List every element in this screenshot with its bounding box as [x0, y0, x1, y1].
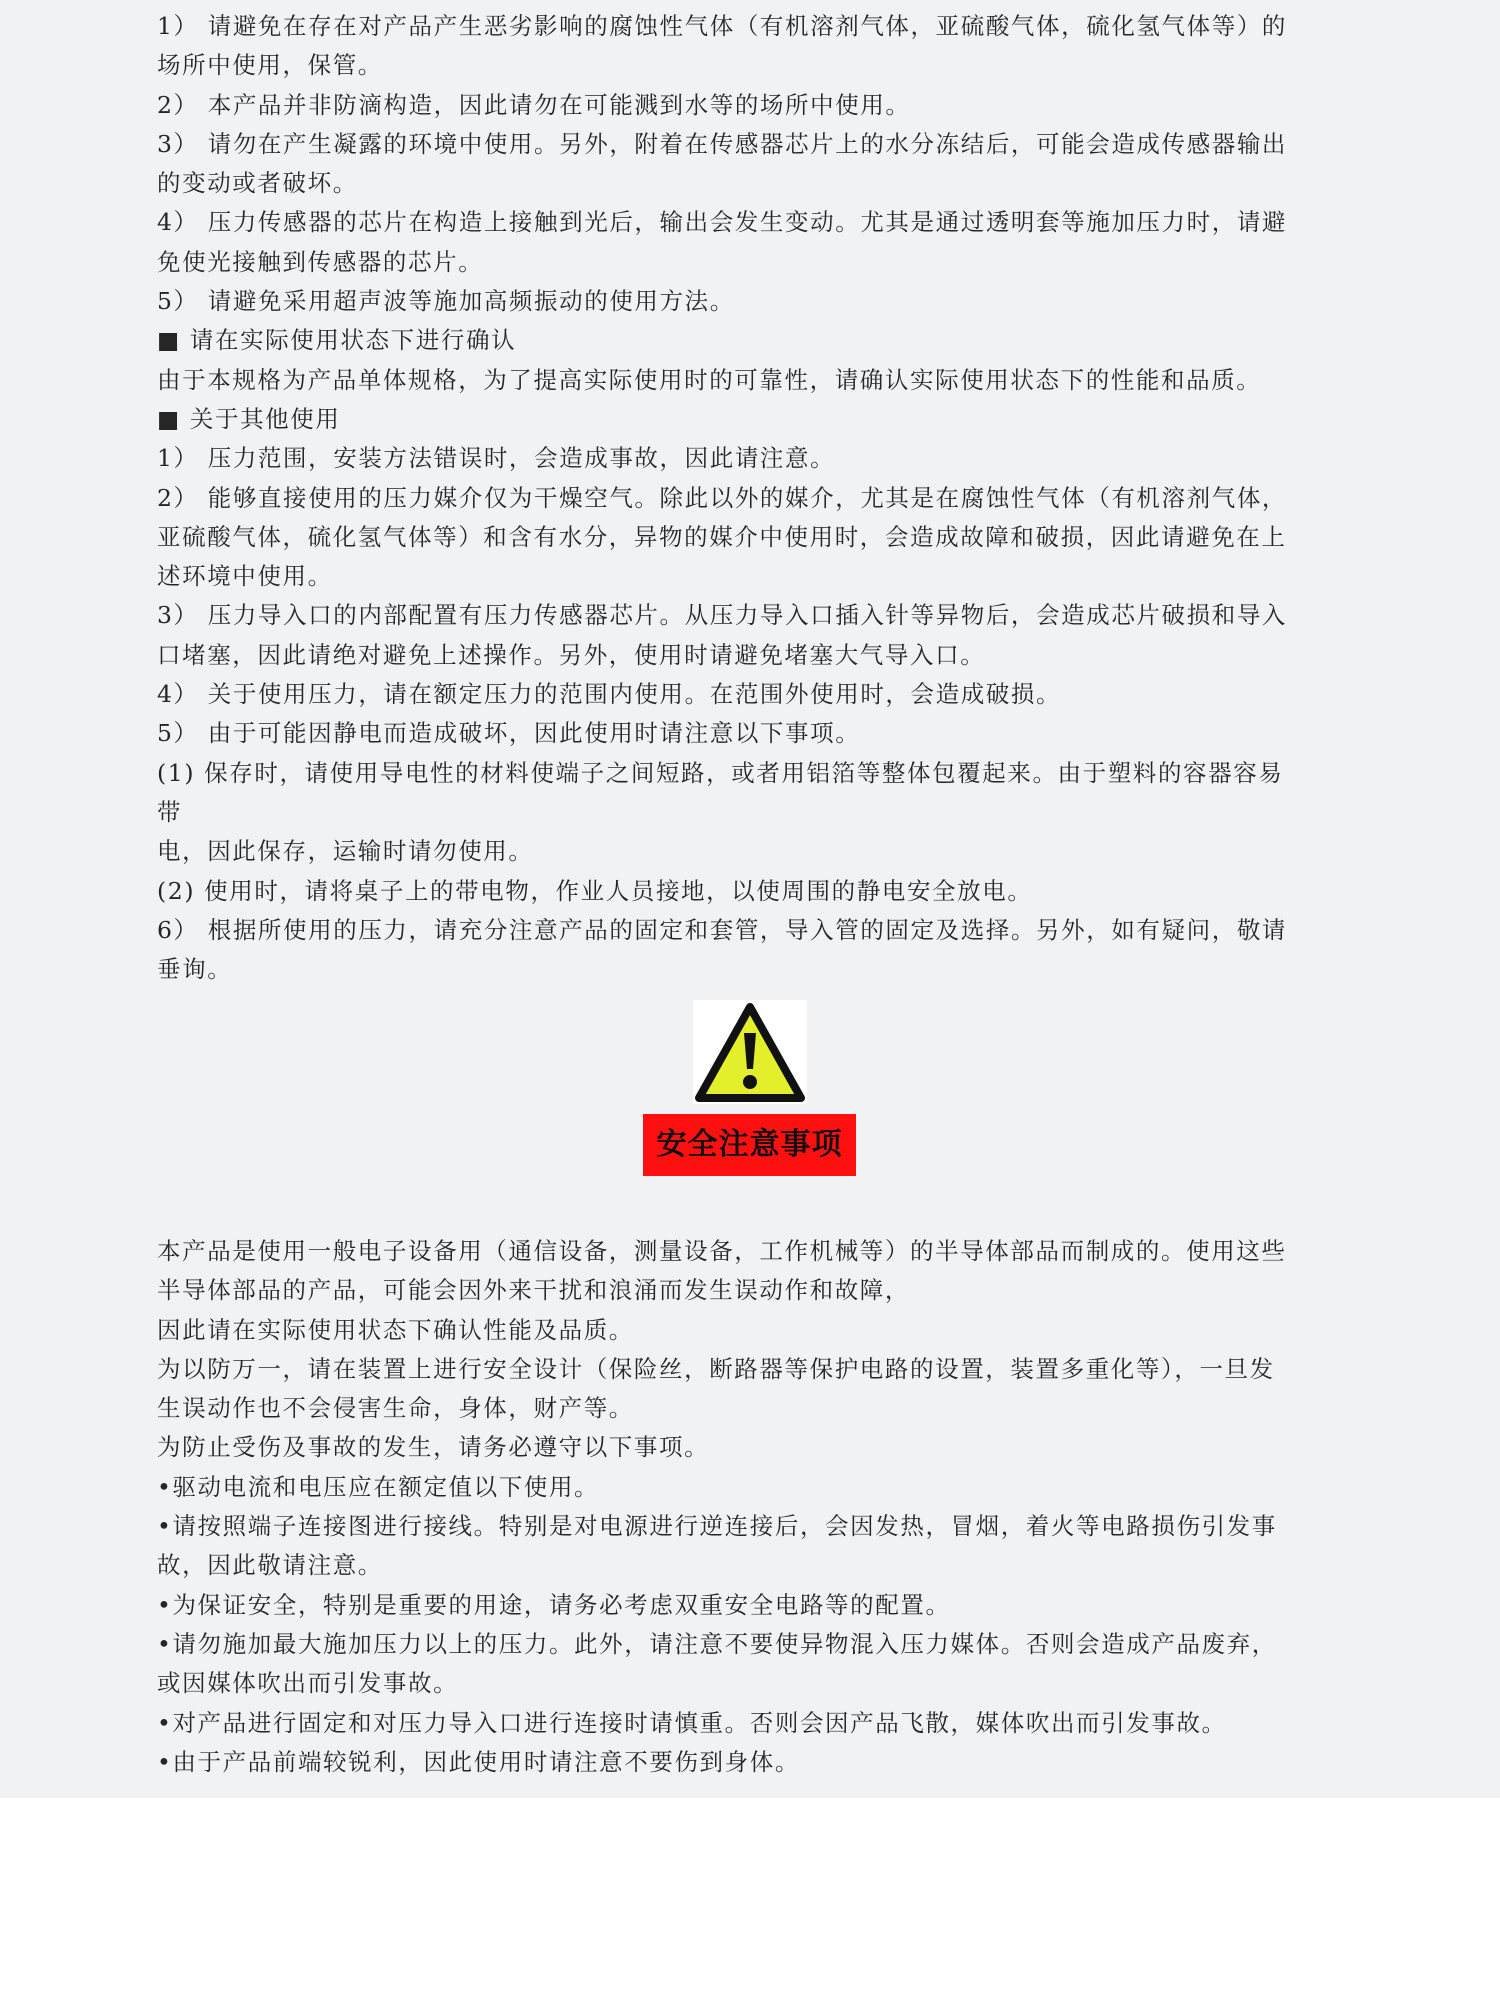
text-line: 因此请在实际使用状态下确认性能及品质。 — [157, 1315, 634, 1344]
text-line: 2） 本产品并非防滴构造，因此请勿在可能溅到水等的场所中使用。 — [157, 90, 911, 119]
text-line: 3） 请勿在产生凝露的环境中使用。另外，附着在传感器芯片上的水分冻结后，可能会造成传感器输出 — [157, 129, 1288, 158]
text-line: 述环境中使用。 — [157, 562, 333, 591]
text-line: •为保证安全，特别是重要的用途，请务必考虑双重安全电路等的配置。 — [157, 1590, 951, 1619]
text-line: 垂询。 — [157, 955, 233, 984]
text-line: 电，因此保存，运输时请勿使用。 — [157, 837, 534, 866]
text-line: 半导体部品的产品，可能会因外来干扰和浪涌而发生误动作和故障， — [157, 1276, 910, 1305]
text-line: 亚硫酸气体，硫化氢气体等）和含有水分，异物的媒介中使用时，会造成故障和破损，因此请避免在上 — [157, 522, 1287, 551]
text-line: 免使光接触到传感器的芯片。 — [157, 247, 484, 276]
text-line: (2) 使用时，请将桌子上的带电物，作业人员接地，以使周围的静电安全放电。 — [157, 876, 1033, 905]
text-line: 由于本规格为产品单体规格，为了提高实际使用时的可靠性，请确认实际使用状态下的性能和品质。 — [157, 365, 1262, 394]
text-line: ■ 请在实际使用状态下进行确认 — [157, 326, 517, 355]
text-line: 或因媒体吹出而引发事故。 — [157, 1669, 459, 1698]
warning-triangle-graphic — [693, 1000, 807, 1104]
text-line: 场所中使用，保管。 — [157, 51, 383, 80]
text-line: •驱动电流和电压应在额定值以下使用。 — [157, 1472, 600, 1501]
text-line: •由于产品前端较锐利，因此使用时请注意不要伤到身体。 — [157, 1747, 800, 1776]
text-line: •请按照端子连接图进行接线。特别是对电源进行逆连接后，会因发热，冒烟，着火等电路损伤引发事 — [157, 1512, 1277, 1541]
text-line: 本产品是使用一般电子设备用（通信设备，测量设备，工作机械等）的半导体部品而制成的。使用这些 — [157, 1237, 1287, 1265]
text-line: 故，因此敬请注意。 — [157, 1551, 383, 1580]
text-line: 4） 压力传感器的芯片在构造上接触到光后，输出会发生变动。尤其是通过透明套等施加压力时，请避 — [157, 208, 1288, 237]
usage-precautions-text — [157, 7, 1347, 989]
text-line: 5） 由于可能因静电而造成破坏，因此使用时请注意以下事项。 — [157, 719, 861, 748]
safety-notice-banner: 安全注意事项 — [643, 1114, 856, 1176]
warning-triangle-icon — [693, 1000, 807, 1104]
text-line: 的变动或者破坏。 — [157, 169, 358, 198]
text-line: 4） 关于使用压力，请在额定压力的范围内使用。在范围外使用时，会造成破损。 — [157, 680, 1062, 709]
text-line: 2） 能够直接使用的压力媒介仅为干燥空气。除此以外的媒介，尤其是在腐蚀性气体（有机溶剂气体， — [157, 483, 1288, 512]
text-line: •对产品进行固定和对压力导入口进行连接时请慎重。否则会因产品飞散，媒体吹出而引发事故。 — [157, 1708, 1227, 1737]
text-line: 5） 请避免采用超声波等施加高频振动的使用方法。 — [157, 287, 735, 316]
text-line: 带 — [157, 797, 183, 826]
text-line: 1） 请避免在存在对产品产生恶劣影响的腐蚀性气体（有机溶剂气体，亚硫酸气体，硫化氢气体等）的 — [157, 12, 1288, 40]
text-line: •请勿施加最大施加压力以上的压力。此外，请注意不要使异物混入压力媒体。否则会造成产品废弃， — [157, 1629, 1277, 1658]
text-line: (1) 保存时，请使用导电性的材料使端子之间短路，或者用铝箔等整体包覆起来。由于塑料的容器容易 — [157, 758, 1284, 787]
text-line: 生误动作也不会侵害生命，身体，财产等。 — [157, 1394, 634, 1423]
text-line: 口堵塞，因此请绝对避免上述操作。另外，使用时请避免堵塞大气导入口。 — [157, 640, 986, 669]
text-line: 为以防万一，请在装置上进行安全设计（保险丝，断路器等保护电路的设置，装置多重化等），一旦发 — [157, 1354, 1275, 1383]
text-line: 6） 根据所使用的压力，请充分注意产品的固定和套管，导入管的固定及选择。另外，如有疑问，敬请 — [157, 915, 1288, 944]
text-line: 3） 压力导入口的内部配置有压力传感器芯片。从压力导入口插入针等异物后，会造成芯片破损和导入 — [157, 601, 1288, 630]
text-line: 1） 压力范围，安装方法错误时，会造成事故，因此请注意。 — [157, 444, 836, 473]
safety-notice-text — [157, 1232, 1347, 1782]
text-line: 为防止受伤及事故的发生，请务必遵守以下事项。 — [157, 1433, 710, 1462]
text-line: ■ 关于其他使用 — [157, 404, 341, 433]
